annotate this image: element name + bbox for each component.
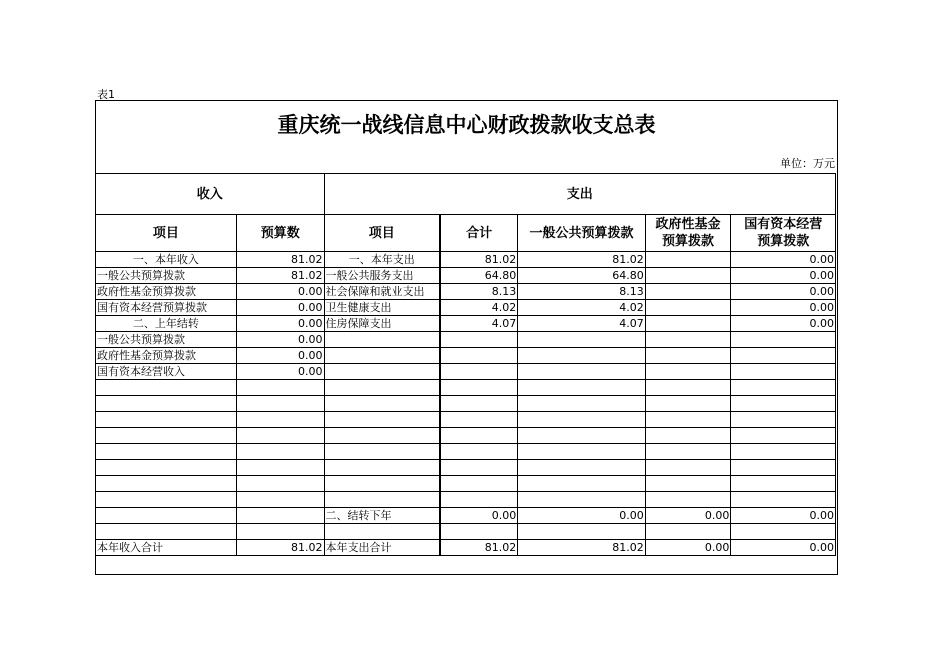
total-cell	[440, 476, 518, 492]
general-budget-cell: 81.02	[518, 252, 645, 268]
gov-fund-cell: 0.00	[645, 508, 731, 524]
gov-fund-cell	[645, 380, 731, 396]
expense-item-header: 项目	[324, 215, 440, 252]
section-header-row	[96, 174, 836, 215]
state-capital-cell: 0.00	[731, 300, 836, 316]
total-cell	[440, 380, 518, 396]
gov-fund-cell	[645, 428, 731, 444]
state-capital-cell	[731, 396, 836, 412]
general-budget-cell: 4.02	[518, 300, 645, 316]
budget-amount-cell	[236, 412, 324, 428]
total-cell	[440, 412, 518, 428]
gov-fund-cell	[645, 316, 731, 332]
table-row	[96, 284, 836, 300]
budget-amount-cell: 81.02	[236, 540, 324, 556]
table-row	[96, 268, 836, 284]
table-row	[96, 364, 836, 380]
state-capital-cell	[731, 332, 836, 348]
budget-amount-cell	[236, 444, 324, 460]
gov-fund-cell	[645, 252, 731, 268]
table-row	[96, 540, 836, 556]
gov-fund-cell	[645, 300, 731, 316]
gov-fund-cell	[645, 476, 731, 492]
expense-item-cell	[324, 364, 440, 380]
expense-item-cell	[324, 460, 440, 476]
state-capital-cell	[731, 412, 836, 428]
general-budget-cell	[518, 428, 645, 444]
expense-section-header: 支出	[324, 174, 835, 215]
expense-item-cell	[324, 412, 440, 428]
general-budget-cell	[518, 460, 645, 476]
gov-fund-cell	[645, 268, 731, 284]
total-cell: 4.02	[440, 300, 518, 316]
income-item-cell	[96, 524, 237, 540]
income-item-cell	[96, 508, 237, 524]
expense-item-cell	[324, 332, 440, 348]
state-capital-cell	[731, 380, 836, 396]
income-item-cell	[96, 460, 237, 476]
expense-item-cell	[324, 524, 440, 540]
income-item-cell	[96, 412, 237, 428]
budget-amount-cell: 0.00	[236, 284, 324, 300]
expense-item-cell	[324, 380, 440, 396]
expense-item-cell: 住房保障支出	[324, 316, 440, 332]
budget-amount-cell: 0.00	[236, 316, 324, 332]
general-budget-header: 一般公共预算拨款	[518, 215, 645, 252]
table-row	[96, 444, 836, 460]
total-cell	[440, 492, 518, 508]
budget-amount-cell: 0.00	[236, 332, 324, 348]
expense-item-cell	[324, 444, 440, 460]
budget-table	[95, 173, 836, 556]
table-row	[96, 508, 836, 524]
income-item-cell: 政府性基金预算拨款	[96, 348, 237, 364]
state-capital-cell	[731, 444, 836, 460]
income-item-cell	[96, 444, 237, 460]
table-row	[96, 252, 836, 268]
income-item-cell: 本年收入合计	[96, 540, 237, 556]
general-budget-cell	[518, 524, 645, 540]
total-cell	[440, 332, 518, 348]
state-capital-header-line1: 国有资本经营	[744, 217, 823, 232]
general-budget-cell: 8.13	[518, 284, 645, 300]
general-budget-cell	[518, 492, 645, 508]
gov-fund-cell: 0.00	[645, 540, 731, 556]
expense-item-cell: 本年支出合计	[324, 540, 440, 556]
unit-label: 单位：万元	[780, 157, 835, 170]
budget-amount-cell	[236, 492, 324, 508]
budget-amount-cell: 0.00	[236, 348, 324, 364]
total-cell	[440, 444, 518, 460]
table-row	[96, 300, 836, 316]
table-row	[96, 476, 836, 492]
expense-item-cell: 社会保障和就业支出	[324, 284, 440, 300]
budget-amount-cell	[236, 476, 324, 492]
gov-fund-cell	[645, 444, 731, 460]
table-row	[96, 396, 836, 412]
state-capital-cell	[731, 524, 836, 540]
expense-item-cell: 一般公共服务支出	[324, 268, 440, 284]
income-section-header: 收入	[96, 174, 325, 215]
state-capital-cell: 0.00	[731, 316, 836, 332]
gov-fund-header	[645, 215, 731, 252]
budget-amount-cell: 0.00	[236, 364, 324, 380]
state-capital-cell: 0.00	[731, 252, 836, 268]
budget-amount-cell: 0.00	[236, 300, 324, 316]
state-capital-cell: 0.00	[731, 284, 836, 300]
gov-fund-cell	[645, 332, 731, 348]
table-row	[96, 524, 836, 540]
state-capital-cell: 0.00	[731, 268, 836, 284]
income-item-cell	[96, 476, 237, 492]
general-budget-cell: 0.00	[518, 508, 645, 524]
gov-fund-header-line2: 预算拨款	[662, 234, 715, 249]
total-cell: 81.02	[440, 540, 518, 556]
table-row	[96, 492, 836, 508]
income-item-cell	[96, 492, 237, 508]
column-header-row	[96, 215, 836, 252]
total-cell: 0.00	[440, 508, 518, 524]
expense-item-cell	[324, 492, 440, 508]
budget-amount-header: 预算数	[236, 215, 324, 252]
total-cell: 81.02	[440, 252, 518, 268]
general-budget-cell	[518, 332, 645, 348]
table-row	[96, 412, 836, 428]
state-capital-cell: 0.00	[731, 540, 836, 556]
expense-item-cell: 二、结转下年	[324, 508, 440, 524]
table-number-label: 表1	[97, 88, 115, 101]
income-item-cell	[96, 428, 237, 444]
total-cell: 64.80	[440, 268, 518, 284]
state-capital-header-line2: 预算拨款	[757, 234, 810, 249]
report-title: 重庆统一战线信息中心财政拨款收支总表	[277, 112, 656, 137]
income-item-header: 项目	[96, 215, 237, 252]
general-budget-cell: 64.80	[518, 268, 645, 284]
total-cell	[440, 348, 518, 364]
state-capital-cell	[731, 460, 836, 476]
state-capital-cell	[731, 348, 836, 364]
general-budget-cell	[518, 412, 645, 428]
budget-amount-cell	[236, 508, 324, 524]
total-cell: 8.13	[440, 284, 518, 300]
general-budget-cell: 81.02	[518, 540, 645, 556]
general-budget-cell: 4.07	[518, 316, 645, 332]
gov-fund-cell	[645, 284, 731, 300]
total-cell	[440, 396, 518, 412]
budget-amount-cell: 81.02	[236, 268, 324, 284]
budget-amount-cell	[236, 524, 324, 540]
table-row	[96, 316, 836, 332]
general-budget-cell	[518, 396, 645, 412]
gov-fund-cell	[645, 396, 731, 412]
income-item-cell: 一般公共预算拨款	[96, 332, 237, 348]
total-cell	[440, 524, 518, 540]
total-header: 合计	[440, 215, 518, 252]
gov-fund-header-line1: 政府性基金	[655, 217, 721, 232]
state-capital-cell	[731, 476, 836, 492]
state-capital-cell	[731, 364, 836, 380]
gov-fund-cell	[645, 412, 731, 428]
income-item-cell: 一般公共预算拨款	[96, 268, 237, 284]
general-budget-cell	[518, 476, 645, 492]
expense-item-cell: 卫生健康支出	[324, 300, 440, 316]
state-capital-cell	[731, 428, 836, 444]
income-item-cell: 政府性基金预算拨款	[96, 284, 237, 300]
expense-item-cell	[324, 396, 440, 412]
state-capital-header	[731, 215, 836, 252]
table-row	[96, 348, 836, 364]
general-budget-cell	[518, 348, 645, 364]
general-budget-cell	[518, 444, 645, 460]
income-item-cell: 国有资本经营预算拨款	[96, 300, 237, 316]
state-capital-cell: 0.00	[731, 508, 836, 524]
budget-amount-cell	[236, 460, 324, 476]
income-item-cell: 国有资本经营收入	[96, 364, 237, 380]
table-row	[96, 380, 836, 396]
gov-fund-cell	[645, 364, 731, 380]
table-row	[96, 332, 836, 348]
general-budget-cell	[518, 380, 645, 396]
total-cell	[440, 428, 518, 444]
income-item-cell: 一、本年收入	[96, 252, 237, 268]
expense-item-cell	[324, 348, 440, 364]
gov-fund-cell	[645, 460, 731, 476]
income-item-cell	[96, 380, 237, 396]
gov-fund-cell	[645, 524, 731, 540]
gov-fund-cell	[645, 492, 731, 508]
expense-item-cell	[324, 428, 440, 444]
table-row	[96, 460, 836, 476]
total-cell: 4.07	[440, 316, 518, 332]
budget-sheet	[95, 100, 838, 575]
budget-amount-cell: 81.02	[236, 252, 324, 268]
budget-amount-cell	[236, 396, 324, 412]
total-cell	[440, 364, 518, 380]
expense-item-cell: 一、本年支出	[324, 252, 440, 268]
state-capital-cell	[731, 492, 836, 508]
table-row	[96, 428, 836, 444]
budget-amount-cell	[236, 380, 324, 396]
total-cell	[440, 460, 518, 476]
gov-fund-cell	[645, 348, 731, 364]
budget-amount-cell	[236, 428, 324, 444]
income-item-cell	[96, 396, 237, 412]
expense-item-cell	[324, 476, 440, 492]
general-budget-cell	[518, 364, 645, 380]
income-item-cell: 二、上年结转	[96, 316, 237, 332]
